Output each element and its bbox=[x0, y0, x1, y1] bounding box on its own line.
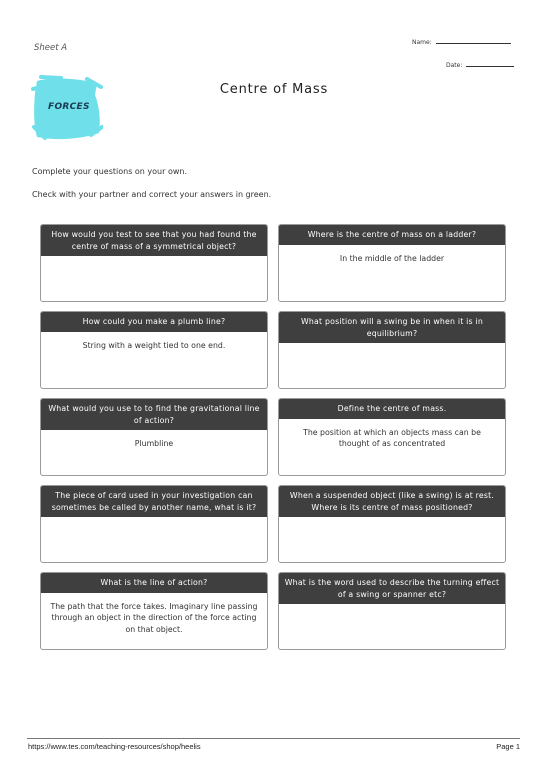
question-card-4 bbox=[278, 311, 506, 389]
date-label: Date: bbox=[446, 62, 463, 69]
name-label: Name: bbox=[412, 39, 432, 46]
question-card-5 bbox=[40, 398, 268, 476]
question-text: When a suspended object (like a swing) is at rest. Where is its centre of mass positioned? bbox=[279, 486, 505, 517]
question-text: What is the word used to describe the turning effect of a swing or spanner etc? bbox=[279, 573, 505, 604]
question-text: The piece of card used in your investigation can sometimes be called by another name, what is it? bbox=[41, 486, 267, 517]
answer-box[interactable] bbox=[41, 256, 267, 264]
answer-box[interactable] bbox=[279, 343, 505, 351]
footer-url[interactable]: https://www.tes.com/teaching-resources/shop/heelis bbox=[28, 742, 201, 751]
name-line bbox=[436, 43, 511, 44]
question-text: How would you test to see that you had found the centre of mass of a symmetrical object? bbox=[41, 225, 267, 256]
question-text: How could you make a plumb line? bbox=[41, 312, 267, 332]
answer-box[interactable] bbox=[41, 517, 267, 525]
answer-box[interactable]: Plumbline bbox=[134, 439, 174, 448]
instruction-1: Complete your questions on your own. bbox=[32, 167, 187, 176]
answer-box[interactable]: The path that the force takes. Imaginary line passing through an object in the direction of the force acting on that object. bbox=[50, 601, 258, 634]
question-text: What would you use to to find the gravitational line of action? bbox=[41, 399, 267, 430]
question-card-8 bbox=[278, 485, 506, 563]
question-card-7 bbox=[40, 485, 268, 563]
sheet-label: Sheet A bbox=[34, 43, 68, 53]
answer-box[interactable]: The position at which an objects mass can be thought of as concentrated bbox=[303, 427, 481, 448]
question-text: Where is the centre of mass on a ladder? bbox=[279, 225, 505, 245]
question-card-2 bbox=[278, 224, 506, 302]
answer-box[interactable] bbox=[279, 517, 505, 525]
question-card-3 bbox=[40, 311, 268, 389]
instruction-2: Check with your partner and correct your answers in green. bbox=[32, 190, 272, 199]
question-card-9 bbox=[40, 572, 268, 650]
logo-text: FORCES bbox=[48, 102, 90, 112]
question-text: Define the centre of mass. bbox=[279, 399, 505, 419]
answer-box[interactable] bbox=[279, 604, 505, 612]
question-card-1 bbox=[40, 224, 268, 302]
question-card-6 bbox=[278, 398, 506, 476]
page-title: Centre of Mass bbox=[219, 82, 329, 97]
name-field[interactable] bbox=[412, 39, 511, 46]
answer-box[interactable]: String with a weight tied to one end. bbox=[82, 340, 226, 350]
answer-box[interactable]: In the middle of the ladder bbox=[339, 253, 445, 263]
date-line bbox=[466, 66, 514, 67]
question-card-10 bbox=[278, 572, 506, 650]
page-number: Page 1 bbox=[496, 742, 520, 751]
question-text: What position will a swing be in when it is in equilibrium? bbox=[279, 312, 505, 343]
footer-divider bbox=[27, 738, 520, 739]
question-text: What is the line of action? bbox=[41, 573, 267, 593]
date-field[interactable] bbox=[446, 62, 514, 69]
